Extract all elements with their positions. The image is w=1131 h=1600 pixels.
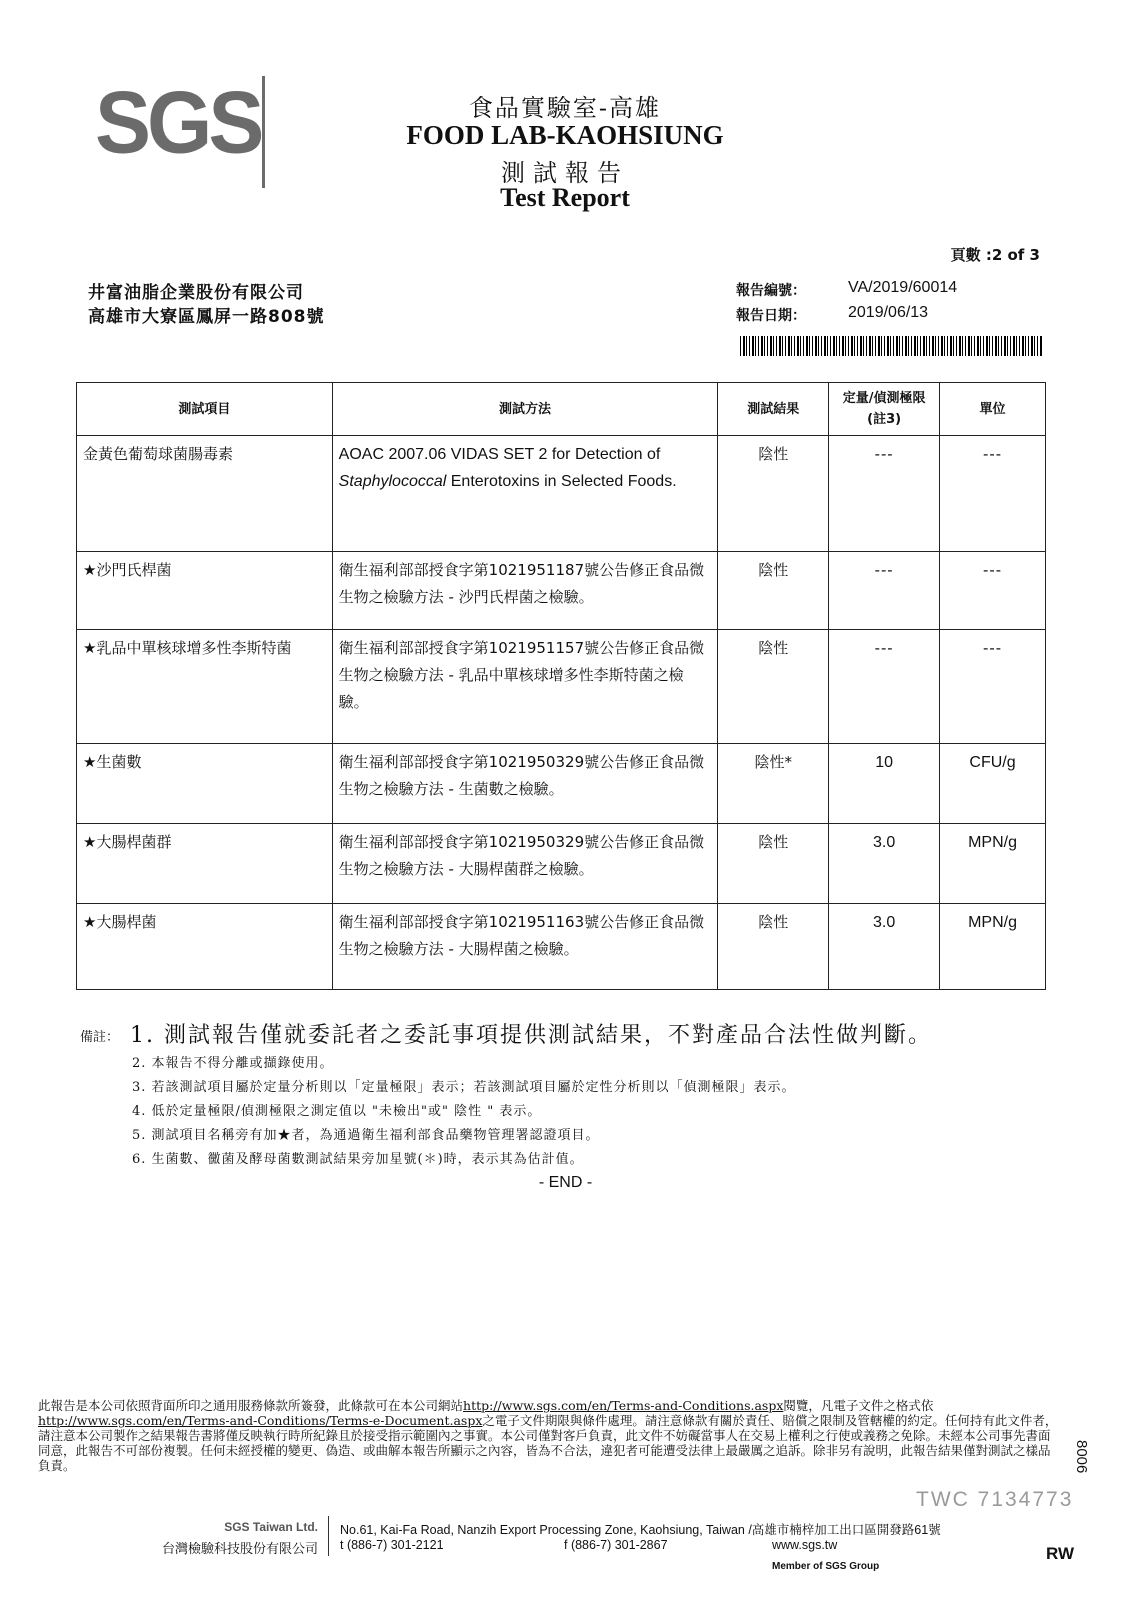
company-name-en: SGS Taiwan Ltd. bbox=[224, 1520, 318, 1534]
report-date-label: 報告日期： bbox=[736, 308, 806, 324]
cell-result: 陰性 bbox=[718, 436, 829, 552]
note-item: 5. 測試項目名稱旁有加★者，為通過衛生福利部食品藥物管理署認證項目。 bbox=[132, 1128, 600, 1143]
website: www.sgs.tw bbox=[772, 1538, 838, 1552]
telephone: t (886-7) 301-2121 bbox=[340, 1538, 444, 1552]
cell-unit: CFU/g bbox=[940, 744, 1046, 824]
side-code: 8006 bbox=[1073, 1440, 1090, 1474]
lab-title-zh: 食品實驗室-高雄 bbox=[468, 94, 662, 122]
table-row bbox=[77, 904, 1046, 990]
method-italic-text: Staphylococcal bbox=[338, 473, 447, 490]
cell-item: ★沙門氏桿菌 bbox=[77, 552, 333, 630]
notes-label: 備註： bbox=[80, 1030, 120, 1045]
cell-method bbox=[332, 436, 718, 552]
cell-unit: --- bbox=[940, 436, 1046, 552]
table-row bbox=[77, 630, 1046, 744]
header-unit: 單位 bbox=[940, 383, 1046, 436]
cell-limit: --- bbox=[829, 436, 940, 552]
cell-method: 衛生福利部部授食字第1021950329號公告修正食品微生物之檢驗方法 - 大腸桿菌群之檢驗。 bbox=[332, 824, 718, 904]
note-item: 2. 本報告不得分離或擷錄使用。 bbox=[132, 1056, 334, 1071]
header-test-method: 測試方法 bbox=[332, 383, 718, 436]
client-name: 井富油脂企業股份有限公司 bbox=[88, 283, 304, 303]
table-row bbox=[77, 436, 1046, 552]
cell-limit: --- bbox=[829, 552, 940, 630]
footer-divider bbox=[328, 1516, 329, 1556]
logo-divider bbox=[262, 76, 265, 188]
cell-method: 衛生福利部部授食字第1021951163號公告修正食品微生物之檢驗方法 - 大腸桿菌之檢驗。 bbox=[332, 904, 718, 990]
cell-method: 衛生福利部部授食字第1021950329號公告修正食品微生物之檢驗方法 - 生菌數之檢驗。 bbox=[332, 744, 718, 824]
client-address: 高雄市大寮區鳳屏一路808號 bbox=[88, 307, 325, 327]
cell-unit: --- bbox=[940, 552, 1046, 630]
cell-unit: --- bbox=[940, 630, 1046, 744]
header-limit: 定量/偵測極限(註3) bbox=[829, 383, 940, 436]
cell-item: 金黃色葡萄球菌腸毒素 bbox=[77, 436, 333, 552]
cell-item: ★大腸桿菌 bbox=[77, 904, 333, 990]
twc-serial: TWC 7134773 bbox=[916, 1488, 1074, 1511]
cell-item: ★生菌數 bbox=[77, 744, 333, 824]
cell-result: 陰性 bbox=[718, 824, 829, 904]
table-row bbox=[77, 824, 1046, 904]
terms-e-document-link[interactable]: http://www.sgs.com/en/Terms-and-Conditions/Terms-e-Document.aspx bbox=[38, 1413, 483, 1428]
fax: f (886-7) 301-2867 bbox=[564, 1538, 668, 1552]
barcode bbox=[740, 336, 1042, 356]
report-number-label: 報告編號： bbox=[736, 283, 806, 299]
cell-method: 衛生福利部部授食字第1021951157號公告修正食品微生物之檢驗方法 - 乳品中單核球增多性李斯特菌之檢驗。 bbox=[332, 630, 718, 744]
terms-link[interactable]: http://www.sgs.com/en/Terms-and-Conditions.aspx bbox=[463, 1398, 784, 1413]
disclaimer-text: 此報告是本公司依照背面所印之通用服務條款所簽發，此條款可在本公司網站 bbox=[38, 1398, 464, 1413]
cell-unit: MPN/g bbox=[940, 824, 1046, 904]
member-of-group: Member of SGS Group bbox=[772, 1561, 880, 1572]
cell-result: 陰性 bbox=[718, 552, 829, 630]
cell-limit: --- bbox=[829, 630, 940, 744]
report-number: VA/2019/60014 bbox=[848, 279, 958, 296]
cell-limit: 3.0 bbox=[829, 904, 940, 990]
report-title-zh: 測試報告 bbox=[501, 159, 629, 187]
end-marker: - END - bbox=[538, 1174, 593, 1191]
company-name-zh: 台灣檢驗科技股份有限公司 bbox=[161, 1542, 318, 1557]
header-test-result: 測試結果 bbox=[718, 383, 829, 436]
note-item: 3. 若該測試項目屬於定量分析則以「定量極限」表示；若該測試項目屬於定性分析則以「偵測極限」表示。 bbox=[132, 1080, 796, 1095]
cell-item: ★乳品中單核球增多性李斯特菌 bbox=[77, 630, 333, 744]
table-header-row bbox=[77, 383, 1046, 436]
report-title-en: Test Report bbox=[500, 183, 630, 212]
rw-mark: RW bbox=[1046, 1544, 1075, 1563]
legal-disclaimer bbox=[38, 1398, 1058, 1473]
cell-method: 衛生福利部部授食字第1021951187號公告修正食品微生物之檢驗方法 - 沙門氏桿菌之檢驗。 bbox=[332, 552, 718, 630]
cell-item: ★大腸桿菌群 bbox=[77, 824, 333, 904]
cell-limit: 10 bbox=[829, 744, 940, 824]
table-row bbox=[77, 744, 1046, 824]
note-item: 6. 生菌數、黴菌及酵母菌數測試結果旁加星號(＊)時，表示其為估計值。 bbox=[132, 1152, 584, 1167]
note-item: 4. 低於定量極限/偵測極限之測定值以 "未檢出"或" 陰性 " 表示。 bbox=[132, 1104, 542, 1119]
lab-title-en: FOOD LAB-KAOHSIUNG bbox=[406, 120, 724, 150]
company-address: No.61, Kai-Fa Road, Nanzih Export Processing Zone, Kaohsiung, Taiwan /高雄市楠梓加工出口區開發路61號 bbox=[340, 1523, 941, 1537]
method-text: Enterotoxins in Selected Foods. bbox=[446, 473, 677, 490]
page-number: 頁數 :2 of 3 bbox=[950, 246, 1040, 264]
cell-result: 陰性 bbox=[718, 904, 829, 990]
cell-result: 陰性 bbox=[718, 630, 829, 744]
method-text: AOAC 2007.06 VIDAS SET 2 for Detection of bbox=[338, 446, 661, 463]
note-item: 1. 測試報告僅就委託者之委託事項提供測試結果，不對產品合法性做判斷。 bbox=[130, 1023, 932, 1048]
cell-limit: 3.0 bbox=[829, 824, 940, 904]
cell-unit: MPN/g bbox=[940, 904, 1046, 990]
results-table bbox=[76, 382, 1046, 990]
disclaimer-text: 之電子文件期限與條件處理。請注意條款有關於責任、賠償之限制及管轄權的約定。任何持有此文件者，請注意本公司製作之結果報告書將僅反映執行時所紀錄且於接受指示範圍內之事實。本公司僅對客戶負責，此文件不妨礙當事人在交易上權利之行使或義務之免除。未經本公司事先書面同意，此報告不可部份複製。任何未經授權的變更、偽造、或曲解本報告所顯示之內容，皆為不合法，違犯者可能遭受法律上最嚴厲之追訴。除非另有說明，此報告結果僅對測試之樣品負責。 bbox=[38, 1413, 1058, 1473]
header-test-item: 測試項目 bbox=[77, 383, 333, 436]
table-row bbox=[77, 552, 1046, 630]
cell-result: 陰性* bbox=[718, 744, 829, 824]
report-date: 2019/06/13 bbox=[848, 304, 929, 321]
sgs-logo: SGS bbox=[95, 72, 261, 172]
disclaimer-text: 閱覽，凡電子文件之格式依 bbox=[783, 1398, 934, 1413]
